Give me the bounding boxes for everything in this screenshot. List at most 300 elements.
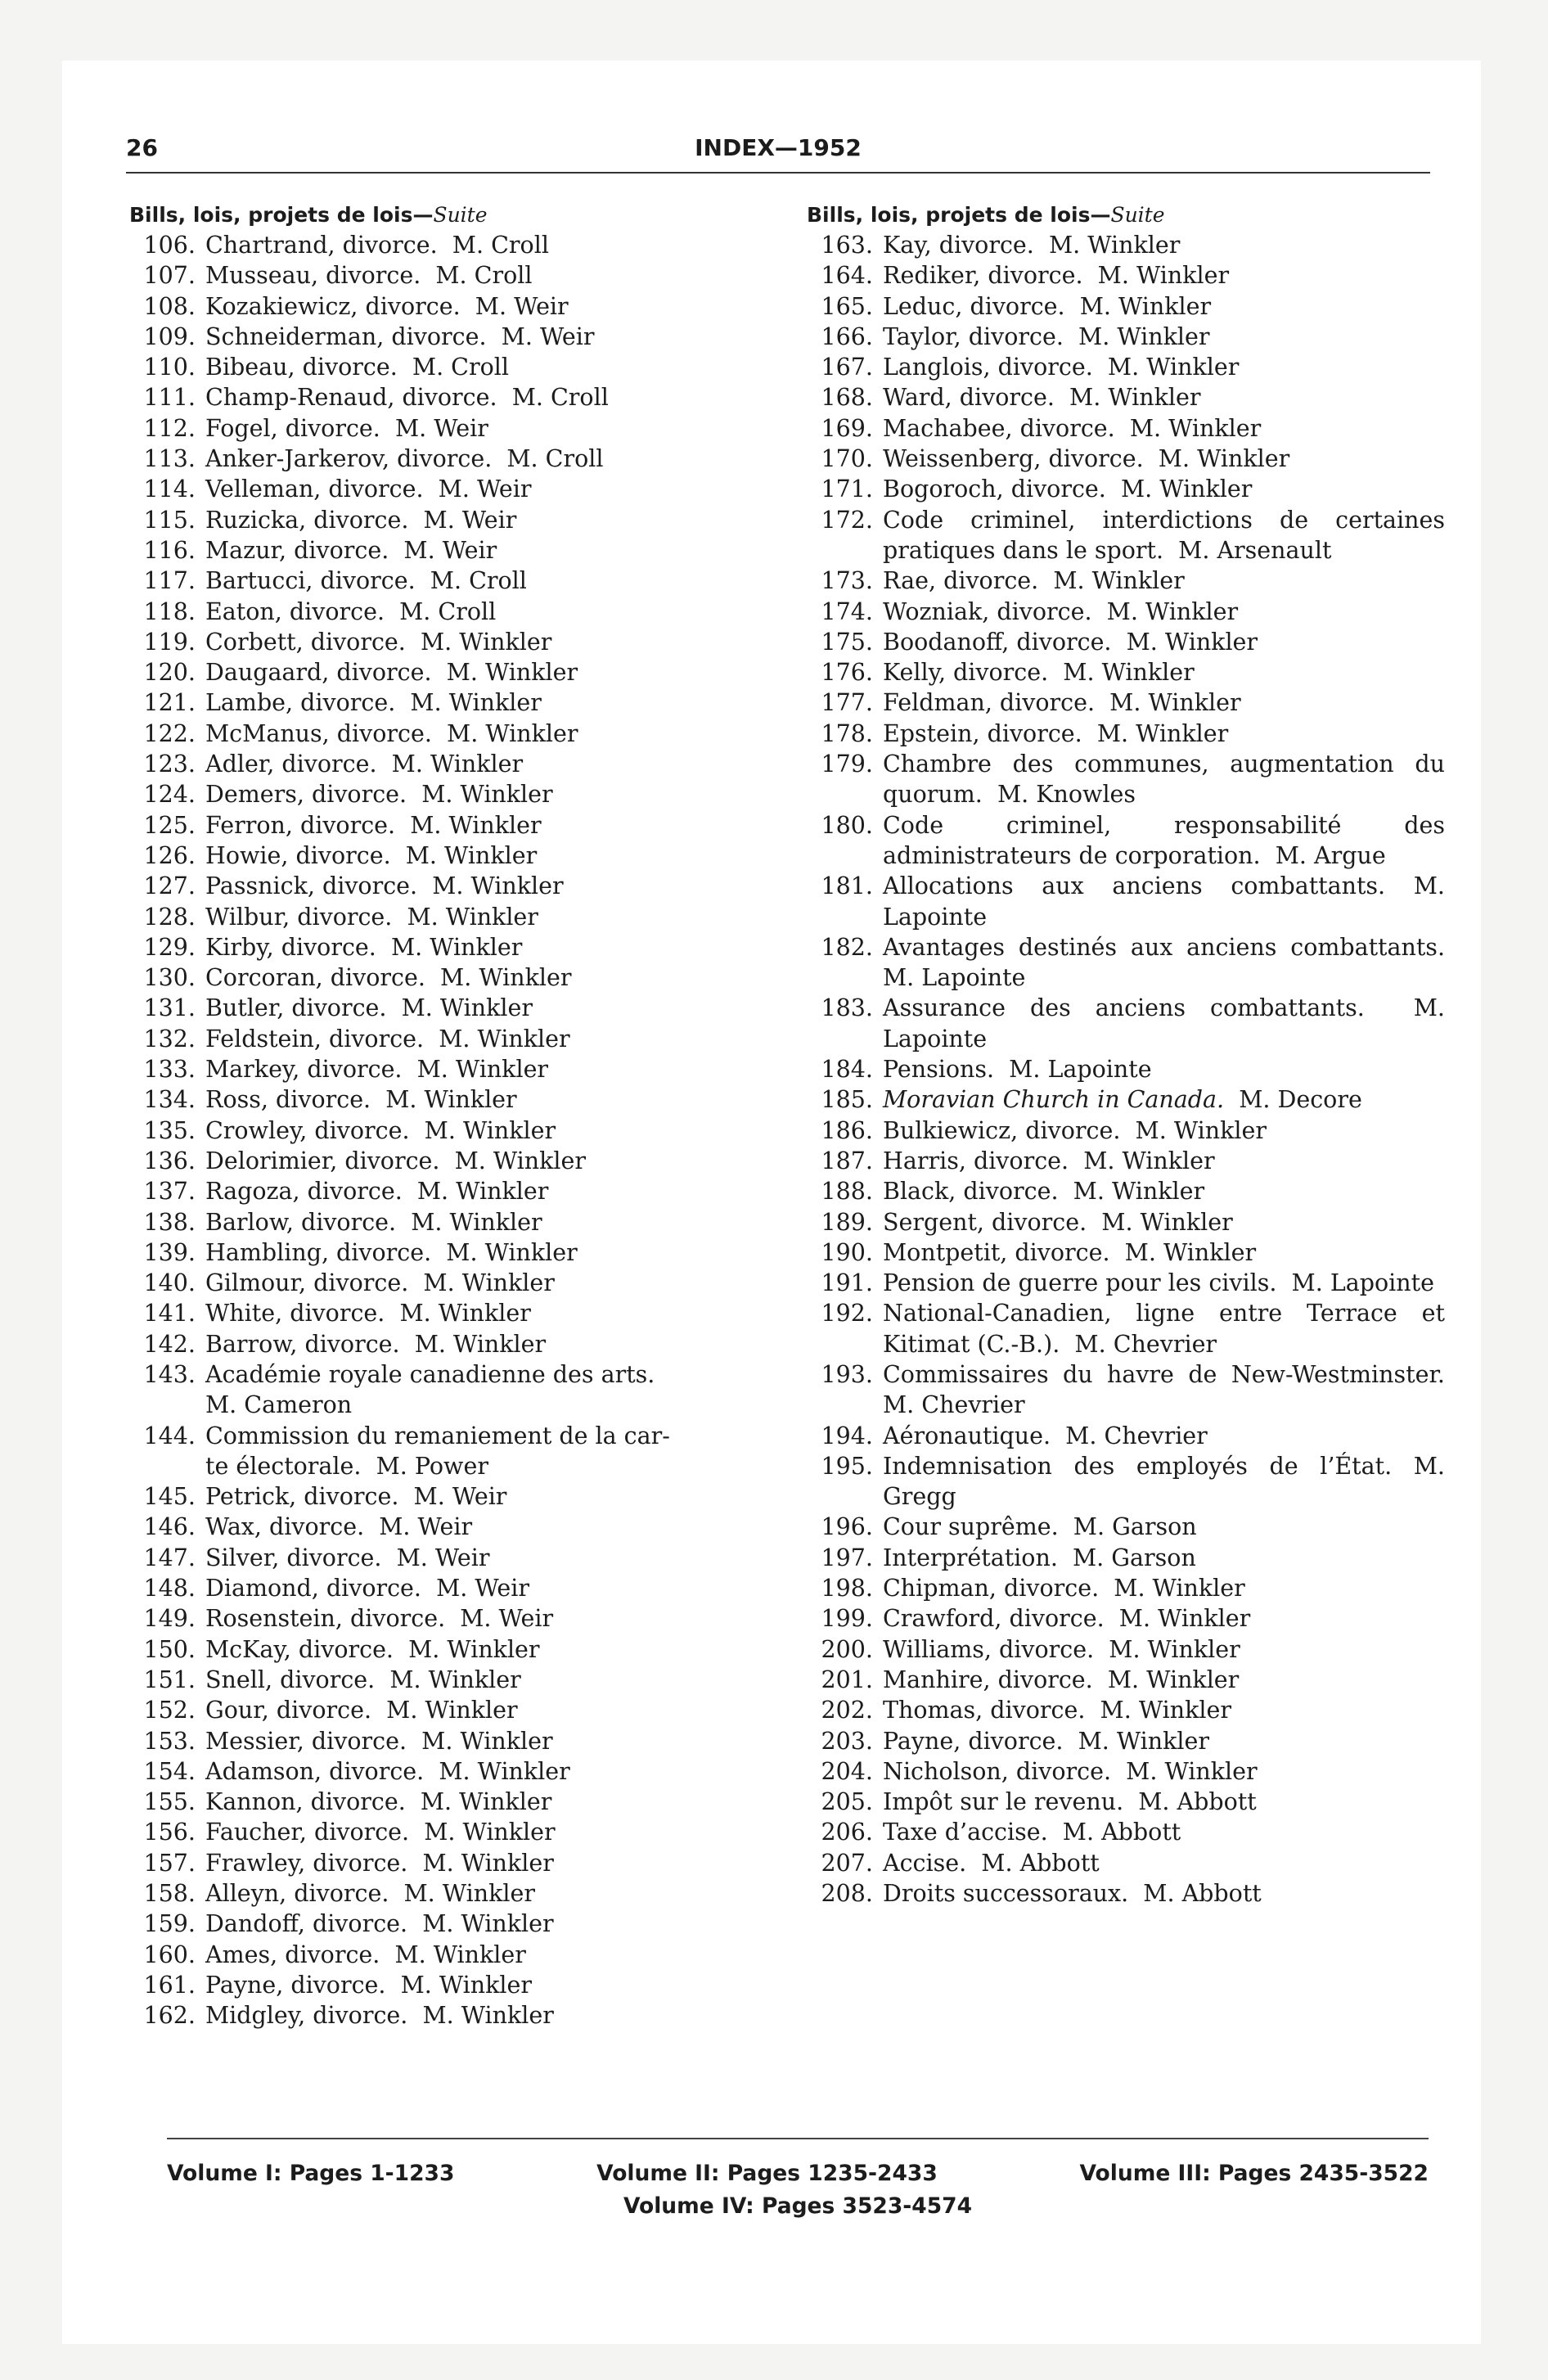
bill-entry [807,657,1445,687]
bill-entry [129,627,784,657]
bill-entry [129,902,784,932]
bill-number: 107. [143,262,196,290]
bill-entry [807,597,1445,627]
left-column-heading: Bills, lois, projets de lois—Suite [129,203,488,227]
bill-number: 194. [821,1422,873,1449]
bill-title: McKay, divorce. M. Winkler [205,1635,540,1663]
bill-title: Taylor, divorce. M. Winkler [883,322,1210,350]
bill-entry [129,444,784,474]
bill-title: Bibeau, divorce. M. Croll [205,354,510,381]
bill-title: Payne, divorce. M. Winkler [883,1727,1210,1755]
bill-title: Chartrand, divorce. M. Croll [205,232,549,259]
bill-number: 131. [143,994,196,1022]
bill-title: Assurance des anciens combattants. M. Lapointe [883,994,1453,1053]
bill-title: Alleyn, divorce. M. Winkler [205,1880,535,1908]
bill-number: 184. [821,1056,873,1084]
bill-title: Gour, divorce. M. Winkler [205,1697,518,1724]
bill-title: Fogel, divorce. M. Weir [205,414,488,442]
bill-entry [807,1817,1445,1847]
bill-number: 130. [143,964,196,992]
bill-number: 207. [821,1849,873,1877]
bill-entry [129,932,784,962]
bill-title: Epstein, divorce. M. Winkler [883,719,1229,747]
bill-title: Barlow, divorce. M. Winkler [205,1208,542,1236]
bill-title: Code criminel, interdictions de certaines pratiques dans le sport. M. Arsenault [883,506,1453,564]
bill-number: 181. [821,872,873,900]
bill-title: Daugaard, divorce. M. Winkler [205,659,578,687]
bill-number: 121. [143,689,196,717]
bill-entry [129,1940,784,1970]
bill-title: Crowley, divorce. M. Winkler [205,1116,556,1144]
bill-number: 137. [143,1178,196,1206]
bill-entry [129,1268,784,1298]
bill-number: 183. [821,994,873,1022]
bill-number: 113. [143,445,196,473]
bill-entry [807,1298,1453,1359]
bill-title: Machabee, divorce. M. Winkler [883,414,1262,442]
bill-title: Bogoroch, divorce. M. Winkler [883,476,1253,503]
bill-title: Chipman, divorce. M. Winkler [883,1575,1245,1602]
bill-title: Ruzicka, divorce. M. Weir [205,506,517,534]
bill-number: 173. [821,567,873,595]
bill-title: Pension de guerre pour les civils. M. Lapointe [883,1269,1434,1297]
bill-entry [807,413,1445,444]
bill-entry [129,2000,784,2031]
bill-entry [129,1451,784,1481]
bill-number: 162. [143,2002,196,2030]
bill-number: 208. [821,1880,873,1908]
bill-title: Musseau, divorce. M. Croll [205,262,533,290]
bill-entry [807,1146,1445,1176]
bill-number: 182. [821,933,873,961]
bill-title: Frawley, divorce. M. Winkler [205,1849,554,1877]
bill-entry [807,352,1445,382]
bill-number: 111. [143,384,196,412]
bill-number: 149. [143,1605,196,1633]
bill-title: McManus, divorce. M. Winkler [205,719,578,747]
bill-title: Petrick, divorce. M. Weir [205,1483,507,1511]
bill-number: 171. [821,476,873,503]
bill-entry [129,291,784,322]
bill-number: 163. [821,232,873,259]
bill-number: 178. [821,719,873,747]
bill-number: 132. [143,1025,196,1053]
bill-title: Kozakiewicz, divorce. M. Weir [205,292,569,320]
bill-title: Code criminel, responsabilité des administrateurs de corporation. M. Argue [883,811,1453,869]
bill-entry [129,1695,784,1725]
right-column-heading: Bills, lois, projets de lois—Suite [807,203,1165,227]
bill-title: Sergent, divorce. M. Winkler [883,1208,1233,1236]
bill-entry [129,505,784,535]
bill-number: 179. [821,751,873,778]
bill-title: M. Cameron [205,1391,353,1419]
volume-2-pages: Volume II: Pages 1235-2433 [596,2161,938,2186]
bill-entry [129,1512,784,1542]
bill-entry [129,1207,784,1237]
bill-number: 206. [821,1819,873,1846]
bill-number: 147. [143,1544,196,1571]
bill-entry [807,871,1453,932]
bill-number: 122. [143,719,196,747]
bill-entry [129,597,784,627]
bill-number: 136. [143,1147,196,1174]
bill-number: 190. [821,1238,873,1266]
bill-number: 180. [821,811,873,839]
bill-title: Rediker, divorce. M. Winkler [883,262,1230,290]
bill-number: 123. [143,751,196,778]
bill-title: Ross, divorce. M. Winkler [205,1086,517,1114]
bill-title: Howie, divorce. M. Winkler [205,841,538,869]
bill-entry [129,535,784,566]
bill-entry [129,1298,784,1328]
bill-entry [807,1756,1445,1787]
bill-number: 152. [143,1697,196,1724]
bill-title: Corbett, divorce. M. Winkler [205,628,552,656]
bill-number: 143. [143,1360,196,1388]
bill-entry [129,1054,784,1084]
bill-title: Taxe d’accise. M. Abbott [883,1819,1181,1846]
bill-title: Passnick, divorce. M. Winkler [205,872,564,900]
bill-entry [129,841,784,871]
bill-number: 127. [143,872,196,900]
bill-title: Delorimier, divorce. M. Winkler [205,1147,587,1174]
bill-number: 114. [143,476,196,503]
bill-title: Adamson, divorce. M. Winkler [205,1757,570,1785]
bill-title: Harris, divorce. M. Winkler [883,1147,1215,1174]
bill-entry [129,1665,784,1695]
bill-title: Snell, divorce. M. Winkler [205,1666,521,1693]
bill-number [129,1390,205,1420]
bill-entry [807,1421,1445,1451]
bill-title: Avantages destinés aux anciens combattants. M. Lapointe [883,933,1460,992]
bill-entry [129,566,784,596]
bill-entry [807,1512,1445,1542]
bill-title: Chambre des communes, augmentation du quorum. M. Knowles [883,751,1453,809]
bill-entry [129,657,784,687]
bill-entry [129,1878,784,1909]
bill-entry [129,413,784,444]
bill-title: Silver, divorce. M. Weir [205,1544,490,1571]
bill-entry [129,382,784,412]
bill-title: Midgley, divorce. M. Winkler [205,2002,554,2030]
bill-number: 198. [821,1575,873,1602]
bill-number: 126. [143,841,196,869]
bill-entry [807,1848,1445,1878]
bill-entry [807,687,1445,718]
bill-number: 139. [143,1238,196,1266]
bill-title: Thomas, divorce. M. Winkler [883,1697,1231,1724]
index-title: INDEX—1952 [695,134,862,161]
bill-entry [807,1634,1445,1665]
bill-entry [807,566,1445,596]
bill-title: Allocations aux anciens combattants. M. Lapointe [883,872,1453,931]
bill-title: Faucher, divorce. M. Winkler [205,1819,556,1846]
bill-entry [129,1390,784,1420]
bill-title: Eaton, divorce. M. Croll [205,597,497,625]
right-entry-list [807,230,1460,1909]
bill-number: 146. [143,1513,196,1541]
bill-entry [807,749,1453,810]
bill-title: Barrow, divorce. M. Winkler [205,1330,547,1358]
bill-number: 109. [143,322,196,350]
bill-entry [129,962,784,993]
bill-number: 141. [143,1300,196,1327]
bill-number: 156. [143,1819,196,1846]
bill-title: Pensions. M. Lapointe [883,1056,1152,1084]
bill-title: Feldman, divorce. M. Winkler [883,689,1241,717]
bill-entry [129,1970,784,2000]
bill-title: Anker-Jarkerov, divorce. M. Croll [205,445,604,473]
bill-title: Commission du remaniement de la car- [205,1422,670,1449]
bill-title: Montpetit, divorce. M. Winkler [883,1238,1257,1266]
bill-title: Dandoff, divorce. M. Winkler [205,1910,554,1938]
bill-entry [807,1116,1445,1146]
bill-title: Leduc, divorce. M. Winkler [883,292,1212,320]
bill-entry [807,1543,1445,1573]
bill-entry [807,1451,1453,1512]
bill-title: Gilmour, divorce. M. Winkler [205,1269,555,1297]
bill-number: 196. [821,1513,873,1541]
bill-entry [129,1024,784,1054]
bill-title: Black, divorce. M. Winkler [883,1178,1205,1206]
bill-entry [129,1848,784,1878]
bill-number: 134. [143,1086,196,1114]
bill-title: Wozniak, divorce. M. Winkler [883,597,1239,625]
bill-title: Rosenstein, divorce. M. Weir [205,1605,554,1633]
bill-title: Ward, divorce. M. Winkler [883,384,1201,412]
bill-entry [129,352,784,382]
bill-entry [129,1573,784,1603]
bill-entry [807,1268,1445,1298]
bill-number: 177. [821,689,873,717]
bill-number: 187. [821,1147,873,1174]
bill-number: 201. [821,1666,873,1693]
bill-number: 192. [821,1300,873,1327]
bill-entry [129,1084,784,1115]
page-number: 26 [126,134,158,161]
bill-title: Adler, divorce. M. Winkler [205,751,524,778]
bill-number: 120. [143,659,196,687]
left-column [129,200,784,2031]
bill-title: Wilbur, divorce. M. Winkler [205,903,538,931]
bill-number: 151. [143,1666,196,1693]
bill-entry [807,810,1453,872]
bill-title: Ames, divorce. M. Winkler [205,1941,526,1968]
bill-title: National-Canadien, ligne entre Terrace et Kitimat (C.-B.). M. Chevrier [883,1300,1453,1358]
bill-number: 168. [821,384,873,412]
bill-entry [807,1878,1445,1909]
volume-3-pages: Volume III: Pages 2435-3522 [1079,2161,1429,2186]
bill-entry [129,993,784,1023]
bill-number: 115. [143,506,196,534]
bill-title: Payne, divorce. M. Winkler [205,1971,533,1999]
bill-number: 129. [143,933,196,961]
bill-title: Rae, divorce. M. Winkler [883,567,1185,595]
bill-title: Accise. M. Abbott [883,1849,1100,1877]
bill-entry [129,1603,784,1634]
bill-entry [807,627,1445,657]
bill-entry [807,444,1445,474]
bill-number: 106. [143,232,196,259]
bill-entry [807,474,1445,504]
bill-entry [129,1176,784,1206]
volume-1-pages: Volume I: Pages 1-1233 [167,2161,455,2186]
footer-rule [167,2138,1429,2139]
bill-number: 165. [821,292,873,320]
bill-number: 203. [821,1727,873,1755]
bill-entry [807,322,1445,352]
bill-number: 140. [143,1269,196,1297]
bill-title: Corcoran, divorce. M. Winkler [205,964,572,992]
bill-entry [807,1726,1445,1756]
bill-title: Kelly, divorce. M. Winkler [883,659,1195,687]
volume-4-pages: Volume IV: Pages 3523-4574 [623,2193,973,2219]
bill-title: Champ-Renaud, divorce. M. Croll [205,384,609,412]
bill-title: Weissenberg, divorce. M. Winkler [883,445,1290,473]
bill-entry [807,1237,1445,1268]
bill-number: 150. [143,1635,196,1663]
bill-title: Manhire, divorce. M. Winkler [883,1666,1240,1693]
bill-title: Kannon, divorce. M. Winkler [205,1788,552,1816]
bill-entry [807,1084,1445,1115]
bill-title: Bulkiewicz, divorce. M. Winkler [883,1116,1267,1144]
bill-title: Williams, divorce. M. Winkler [883,1635,1240,1663]
bill-number: 116. [143,536,196,564]
bill-title: Ferron, divorce. M. Winkler [205,811,542,839]
bill-entry [807,505,1453,566]
bill-number: 159. [143,1910,196,1938]
bill-number: 148. [143,1575,196,1602]
bill-number: 112. [143,414,196,442]
bill-number: 189. [821,1208,873,1236]
bill-title: Hambling, divorce. M. Winkler [205,1238,578,1266]
bill-entry [807,382,1445,412]
bill-number: 200. [821,1635,873,1663]
bill-entry [129,1634,784,1665]
bill-title: Impôt sur le revenu. M. Abbott [883,1788,1257,1816]
bill-title: Langlois, divorce. M. Winkler [883,354,1240,381]
bill-entry [129,1817,784,1847]
bill-number: 167. [821,354,873,381]
bill-number: 154. [143,1757,196,1785]
bill-number: 117. [143,567,196,595]
bill-entry [129,1146,784,1176]
bill-entry [129,474,784,504]
bill-number: 157. [143,1849,196,1877]
bill-entry [129,1237,784,1268]
bill-number: 108. [143,292,196,320]
bill-title: Boodanoff, divorce. M. Winkler [883,628,1258,656]
bill-title: Butler, divorce. M. Winkler [205,994,533,1022]
right-column [807,200,1460,1909]
bill-title: Mazur, divorce. M. Weir [205,536,497,564]
bill-entry [807,230,1445,260]
bill-entry [807,993,1453,1054]
bill-number: 188. [821,1178,873,1206]
bill-title: Kay, divorce. M. Winkler [883,232,1181,259]
bill-entry [129,719,784,749]
bill-number: 186. [821,1116,873,1144]
bill-number: 169. [821,414,873,442]
bill-title: Ragoza, divorce. M. Winkler [205,1178,549,1206]
bill-title: Kirby, divorce. M. Winkler [205,933,523,961]
bill-title: Académie royale canadienne des arts. [205,1360,655,1388]
bill-entry [129,1756,784,1787]
bill-number: 144. [143,1422,196,1449]
bill-sponsor: M. Decore [1224,1086,1362,1114]
bill-number: 205. [821,1788,873,1816]
bill-number: 193. [821,1360,873,1388]
bill-entry [807,291,1445,322]
bill-number: 110. [143,354,196,381]
bill-number: 185. [821,1086,873,1114]
left-entry-list [129,230,784,2031]
bill-entry [807,1665,1445,1695]
bill-entry [807,1603,1445,1634]
bill-title: Cour suprême. M. Garson [883,1513,1197,1541]
bill-title: Feldstein, divorce. M. Winkler [205,1025,570,1053]
bill-number: 155. [143,1788,196,1816]
bill-entry [129,230,784,260]
bill-title: Commissaires du havre de New-Westminster. M. Chevrier [883,1360,1460,1419]
document-page [62,61,1481,2344]
bill-number: 176. [821,659,873,687]
bill-title: Crawford, divorce. M. Winkler [883,1605,1251,1633]
bill-entry [129,687,784,718]
bill-number: 133. [143,1056,196,1084]
bill-title: Messier, divorce. M. Winkler [205,1727,553,1755]
bill-number: 142. [143,1330,196,1358]
bill-number: 175. [821,628,873,656]
bill-number: 174. [821,597,873,625]
bill-title: Indemnisation des employés de l’État. M. Gregg [883,1452,1453,1511]
bill-number: 153. [143,1727,196,1755]
bill-number: 119. [143,628,196,656]
bill-number: 145. [143,1483,196,1511]
bill-title: Markey, divorce. M. Winkler [205,1056,549,1084]
bill-number: 195. [821,1452,873,1480]
bill-title: Droits successoraux. M. Abbott [883,1880,1262,1908]
bill-entry [129,1329,784,1359]
bill-number: 118. [143,597,196,625]
bill-title: Lambe, divorce. M. Winkler [205,689,542,717]
bill-entry [807,719,1445,749]
bill-number: 138. [143,1208,196,1236]
volume-footer [167,2161,1429,2226]
bill-entry [807,1573,1445,1603]
bill-entry [129,1543,784,1573]
bill-entry [129,810,784,841]
bill-number: 191. [821,1269,873,1297]
bill-entry [807,1176,1445,1206]
bill-number [129,1451,205,1481]
bill-entry [807,1695,1445,1725]
bill-entry [807,1359,1460,1421]
bill-number: 135. [143,1116,196,1144]
bill-number: 125. [143,811,196,839]
bill-title: White, divorce. M. Winkler [205,1300,531,1327]
bill-entry [129,871,784,901]
bill-number: 166. [821,322,873,350]
bill-number: 172. [821,506,873,534]
bill-number: 160. [143,1941,196,1968]
bill-entry [807,260,1445,291]
bill-number: 199. [821,1605,873,1633]
bill-number: 128. [143,903,196,931]
bill-entry [807,932,1460,994]
bill-entry [129,1481,784,1512]
bill-title: Demers, divorce. M. Winkler [205,781,553,809]
